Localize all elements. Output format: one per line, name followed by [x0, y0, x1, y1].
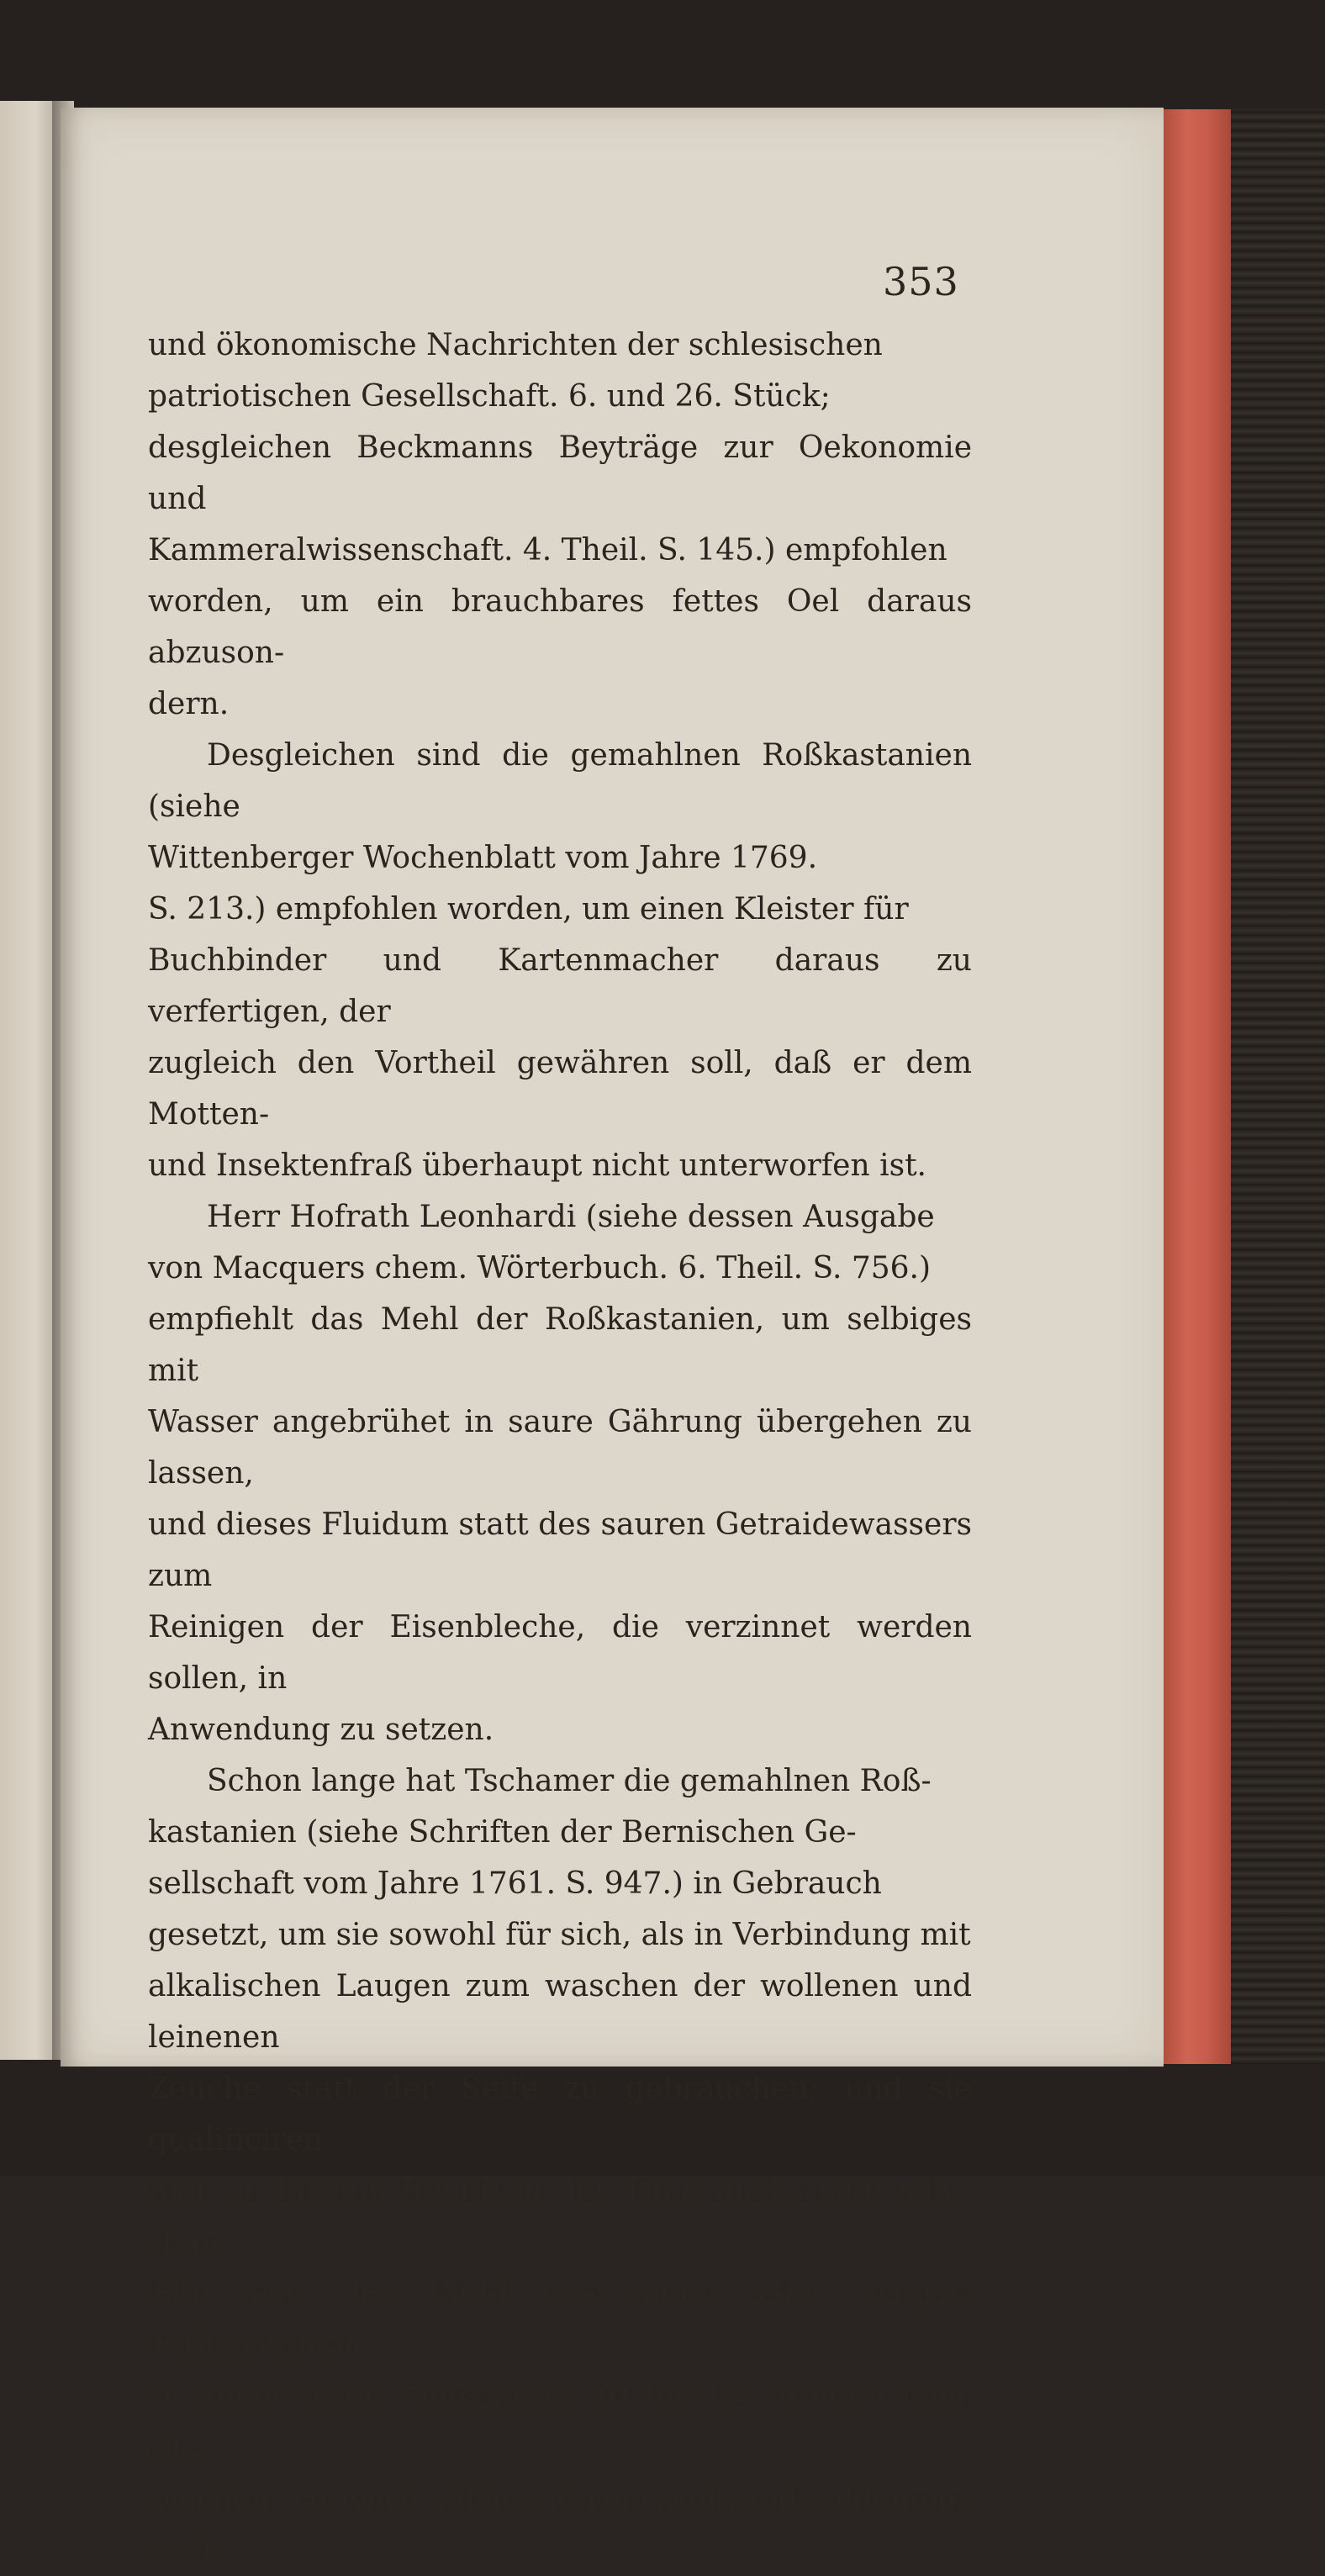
text-line: Zeuche statt der Seife zu gebrauchen; und sie qualificiren	[148, 2072, 972, 2157]
text-line: desgleichen Beckmanns Beyträge zur Oekonomie und	[148, 430, 972, 516]
text-line: zugleich den Vortheil gewähren soll, daß er dem Motten-	[148, 1046, 972, 1132]
book-cover-board	[1231, 109, 1325, 2064]
text-line: sellschaft vom Jahre 1761. S. 947.) in Gebrauch	[148, 1866, 882, 1901]
text-line: und Insektenfraß überhaupt nicht unterworfen ist.	[148, 1148, 926, 1183]
text-line: empfiehlt das Mehl der Roßkastanien, um selbiges mit	[148, 1302, 972, 1388]
text-line: läßt man das Mehl von einer oder zweyen Roßkastanien	[148, 2277, 972, 2362]
text-line: Schon lange hat Tschamer die gemahlnen Roß-	[207, 1764, 932, 1798]
paragraph	[148, 1755, 972, 2576]
text-line: und ökonomische Nachrichten der schlesischen	[148, 328, 883, 362]
text-line: alkalischen Laugen zum waschen der wollenen und leinenen	[148, 1969, 972, 2055]
text-line: dern.	[148, 687, 230, 721]
paragraph	[148, 319, 972, 730]
text-line: Reinigen der Eisenbleche, die verzinnet werden sollen, in	[148, 1610, 972, 1696]
text-line: patriotischen Gesellschaft. 6. und 26. Stück;	[148, 379, 831, 414]
text-line: Wasser angebrühet in saure Gährung übergehen zu lassen,	[148, 1405, 972, 1491]
text-line: und dieses Fluidum statt des sauren Getraidewassers zum	[148, 1507, 973, 1593]
text-line: Anwendung zu setzen.	[148, 1713, 494, 1747]
body-text	[148, 319, 972, 2576]
text-line: worden, um ein brauchbares fettes Oel daraus abzuson-	[148, 584, 972, 670]
text-line: von Macquers chem. Wörterbuch. 6. Theil. S. 756.)	[148, 1251, 932, 1285]
text-line: weichen, so wird solches davon weiß und schleimig, und	[148, 2482, 972, 2568]
red-page-edge	[1164, 109, 1231, 2064]
paragraph	[148, 1191, 972, 1755]
text-line: kastanien (siehe Schriften der Bernischen Ge-	[148, 1815, 857, 1850]
text-line: S. 213.) empfohlen worden, um einen Kleister für	[148, 892, 909, 926]
page-number: 353	[883, 259, 959, 304]
paragraph	[148, 730, 972, 1191]
text-line: sich zu diesem Behufe in der That auch recht sehr; denn	[148, 2174, 972, 2260]
text-line: Kammeralwissenschaft. 4. Theil. S. 145.) empfohlen	[148, 533, 948, 567]
left-page-edge	[0, 101, 59, 2060]
text-line: in einem Maaß Flußwasser 10 bis 12 Stunden lang ein-	[148, 2379, 972, 2465]
text-line: Buchbinder und Kartenmacher daraus zu verfertigen, der	[148, 943, 972, 1029]
text-line: gesetzt, um sie sowohl für sich, als in Verbindung mit	[148, 1918, 971, 1952]
text-line: Desgleichen sind die gemahlnen Roßkastanien (siehe	[148, 738, 972, 824]
text-line: Wittenberger Wochenblatt vom Jahre 1769.	[148, 841, 818, 875]
text-line: Herr Hofrath Leonhardi (siehe dessen Ausgabe	[207, 1200, 935, 1234]
